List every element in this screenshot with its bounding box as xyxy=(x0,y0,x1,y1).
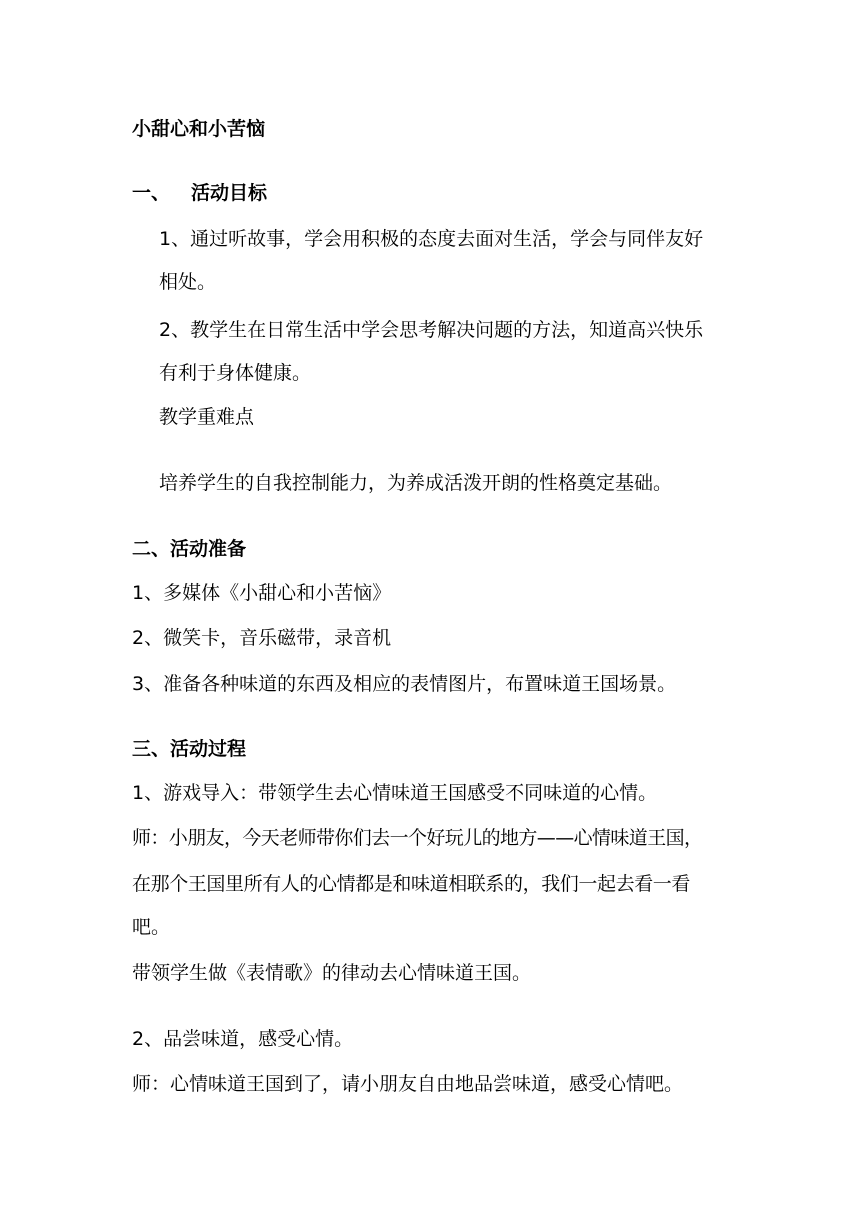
goal-1-line-2: 相处。 xyxy=(159,271,217,293)
lead-instruction: 带领学生做《表情歌》的律动去心情味道王国。 xyxy=(132,962,532,984)
section-1-title: 活动目标 xyxy=(191,182,268,204)
teacher-line-3: 吧。 xyxy=(132,916,171,938)
prep-item-2: 2、微笑卡，音乐磁带，录音机 xyxy=(132,627,392,649)
goal-1-line-1: 1、通过听故事，学会用积极的态度去面对生活，学会与同伴友好 xyxy=(159,228,704,250)
key-points-text: 培养学生的自我控制能力，为养成活泼开朗的性格奠定基础。 xyxy=(159,472,673,494)
teacher-line-2: 在那个王国里所有人的心情都是和味道相联系的，我们一起去看一看 xyxy=(132,873,691,895)
teacher-line-4: 师：心情味道王国到了，请小朋友自由地品尝味道，感受心情吧。 xyxy=(132,1073,684,1095)
section-3-heading: 三、活动过程 xyxy=(132,738,247,760)
goal-2-line-1: 2、教学生在日常生活中学会思考解决问题的方法，知道高兴快乐 xyxy=(159,319,704,341)
step-2: 2、品尝味道，感受心情。 xyxy=(132,1028,354,1050)
teacher-line-1: 师：小朋友，今天老师带你们去一个好玩儿的地方——心情味道王国， xyxy=(132,827,703,849)
section-1-number: 一、 xyxy=(132,182,171,204)
prep-item-1: 1、多媒体《小甜心和小苦恼》 xyxy=(132,582,392,604)
section-2-heading: 二、活动准备 xyxy=(132,538,247,560)
goal-2-line-2: 有利于身体健康。 xyxy=(159,362,312,384)
document-title: 小甜心和小苦恼 xyxy=(132,118,266,140)
prep-item-3: 3、准备各种味道的东西及相应的表情图片，布置味道王国场景。 xyxy=(132,673,677,695)
step-1: 1、游戏导入：带领学生去心情味道王国感受不同味道的心情。 xyxy=(132,782,658,804)
key-points-label: 教学重难点 xyxy=(159,406,255,428)
